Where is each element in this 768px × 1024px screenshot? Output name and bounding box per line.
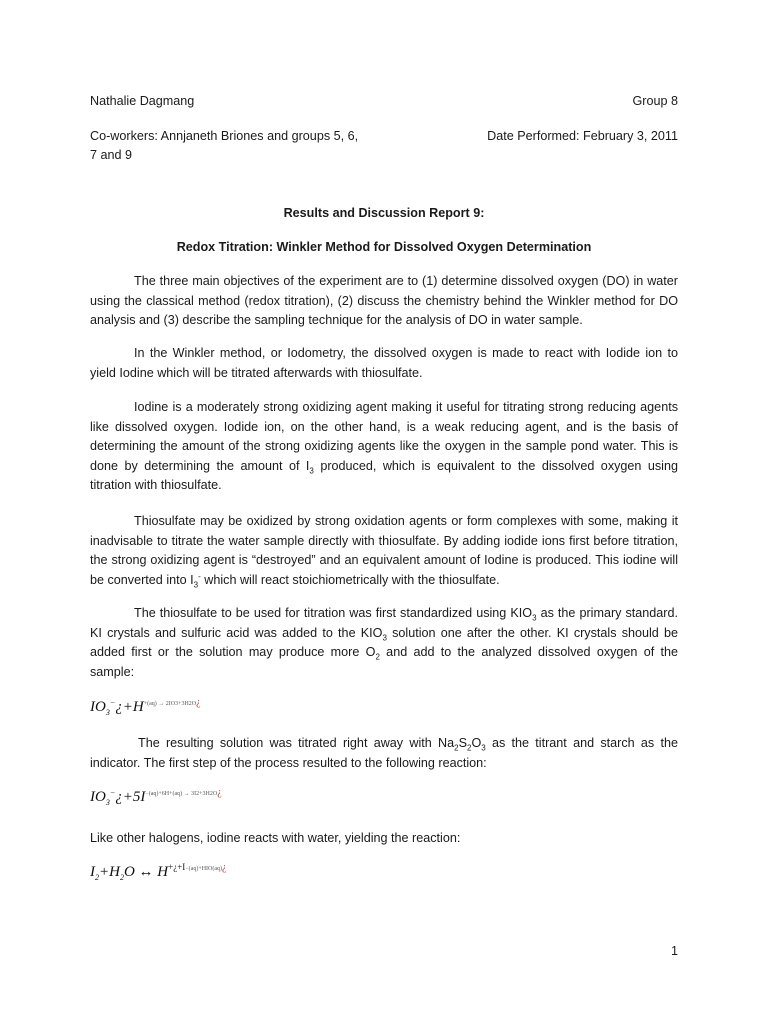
paragraph-iodine bbox=[90, 398, 678, 496]
page-number: 1 bbox=[670, 944, 678, 958]
equation-3-sub: 2 bbox=[119, 873, 124, 882]
paragraph-thiosulfate bbox=[90, 512, 678, 590]
equation-3-tiny: −(aq)+HIO(aq) bbox=[185, 866, 223, 872]
paragraph-titration-text-d: as the titrant and starch as the indicator. The first step of the process resulted to the following reaction: bbox=[90, 736, 678, 770]
subscript: 3 bbox=[309, 466, 314, 476]
paragraph-titration-text-c: O bbox=[471, 736, 482, 750]
equation-2 bbox=[90, 787, 222, 806]
equation-3-part: O ↔ H bbox=[123, 864, 169, 880]
report-title: Results and Discussion Report 9: bbox=[283, 206, 485, 220]
author-name: Nathalie Dagmang bbox=[90, 94, 195, 108]
equation-1 bbox=[90, 697, 201, 716]
subscript: 2 bbox=[454, 743, 459, 753]
paragraph-standardization-text-d: and add to the analyzed dissolved oxygen of the sample: bbox=[90, 645, 678, 679]
date-performed: Date Performed: February 3, 2011 bbox=[487, 129, 678, 143]
paragraph-titration bbox=[90, 734, 678, 773]
paragraph-standardization-text-a: The thiosulfate to be used for titration was first standardized using KIO bbox=[134, 606, 533, 620]
paragraph-standardization-text-b: as the primary standard. KI crystals and sulfuric acid was added to the KIO bbox=[90, 606, 679, 640]
equation-1-part: ¿+H bbox=[115, 699, 144, 715]
superscript: - bbox=[198, 571, 201, 581]
equation-1-tiny: +(aq) → 2IO3+3H2O bbox=[143, 701, 197, 707]
equation-3-marker: ¿ bbox=[222, 862, 227, 873]
paragraph-thiosulfate-text-b: which will react stoichiometrically with the thiosulfate. bbox=[200, 572, 500, 587]
paragraph-winkler bbox=[90, 344, 678, 383]
subscript: 3 bbox=[193, 580, 199, 590]
paragraph-iodine-text-a: Iodine is a moderately strong oxidizing agent making it useful for titrating strong reducing agents like dissolved oxygen. Iodide ion, on the other hand, is a weak reducing agent, and is the basis of determining the amount of the strong oxidizing agents like the oxygen in the sample pond water. This is done by determining the amount of I bbox=[90, 400, 678, 473]
equation-1-marker: ¿ bbox=[196, 697, 201, 708]
equation-3 bbox=[90, 862, 227, 881]
equation-2-part: IO bbox=[90, 789, 106, 805]
document-page bbox=[90, 0, 678, 1024]
header-row-1 bbox=[90, 94, 678, 108]
paragraph-objectives-text: The three main objectives of the experiment are to (1) determine dissolved oxygen (DO) in water using the classical method (redox titration), (2) discuss the chemistry behind the Winkler method for DO analysis and (3) describe the sampling technique for the analysis of DO in water sample. bbox=[90, 274, 678, 327]
equation-2-tiny: −(aq)+6H+(aq) → 3I2+3H2O bbox=[145, 791, 218, 797]
subscript: 3 bbox=[382, 633, 387, 643]
group-label: Group 8 bbox=[632, 94, 678, 108]
paragraph-titration-text-b: S bbox=[458, 736, 467, 750]
paragraph-iodine-text-b: produced, which is equivalent to the dissolved oxygen using titration with thiosulfate. bbox=[90, 458, 678, 492]
equation-3-part: +H bbox=[99, 864, 120, 880]
equation-2-sub: 3 bbox=[105, 798, 110, 807]
equation-1-sub: 3 bbox=[105, 708, 110, 717]
equation-1-part: IO bbox=[90, 699, 106, 715]
paragraph-halogens bbox=[90, 829, 678, 849]
equation-1-sup: − bbox=[109, 698, 116, 707]
paragraph-winkler-text: In the Winkler method, or Iodometry, the dissolved oxygen is made to react with Iodide ion to yield Iodine which will be titrated afterwards with thiosulfate. bbox=[90, 346, 678, 380]
subscript: 2 bbox=[375, 652, 380, 662]
equation-2-part: ¿+5I bbox=[115, 789, 146, 805]
subscript: 3 bbox=[481, 743, 486, 753]
header-row-2 bbox=[90, 129, 678, 143]
coworkers-line-1: Co-workers: Annjaneth Briones and groups 5, 6, bbox=[90, 129, 359, 143]
coworkers-line-2: 7 and 9 bbox=[90, 148, 133, 162]
equation-3-part: I bbox=[90, 864, 95, 880]
subscript: 2 bbox=[467, 743, 472, 753]
equation-3-sup: +¿+I bbox=[168, 862, 186, 872]
subscript: 3 bbox=[532, 613, 537, 623]
report-subtitle: Redox Titration: Winkler Method for Dissolved Oxygen Determination bbox=[176, 240, 592, 254]
equation-2-marker: ¿ bbox=[217, 787, 222, 798]
paragraph-standardization-text-c: solution one after the other. KI crystals should be added first or the solution may produce more O bbox=[90, 625, 679, 659]
equation-3-sub: 2 bbox=[95, 873, 99, 882]
paragraph-standardization bbox=[90, 604, 678, 682]
equation-2-sup: − bbox=[109, 788, 116, 797]
paragraph-objectives bbox=[90, 272, 678, 331]
paragraph-titration-text-a: The resulting solution was titrated right away with Na bbox=[138, 736, 455, 750]
paragraph-halogens-text: Like other halogens, iodine reacts with water, yielding the reaction: bbox=[90, 831, 461, 845]
header-row-3 bbox=[90, 148, 678, 162]
paragraph-thiosulfate-text-a: Thiosulfate may be oxidized by strong oxidation agents or form complexes with some, making it inadvisable to titrate the water sample directly with thiosulfate. By adding iodide ions first before titration, the strong oxidizing agent is “destroyed” and an equivalent amount of Iodine is produced. This iodine will be converted into I bbox=[90, 514, 678, 587]
